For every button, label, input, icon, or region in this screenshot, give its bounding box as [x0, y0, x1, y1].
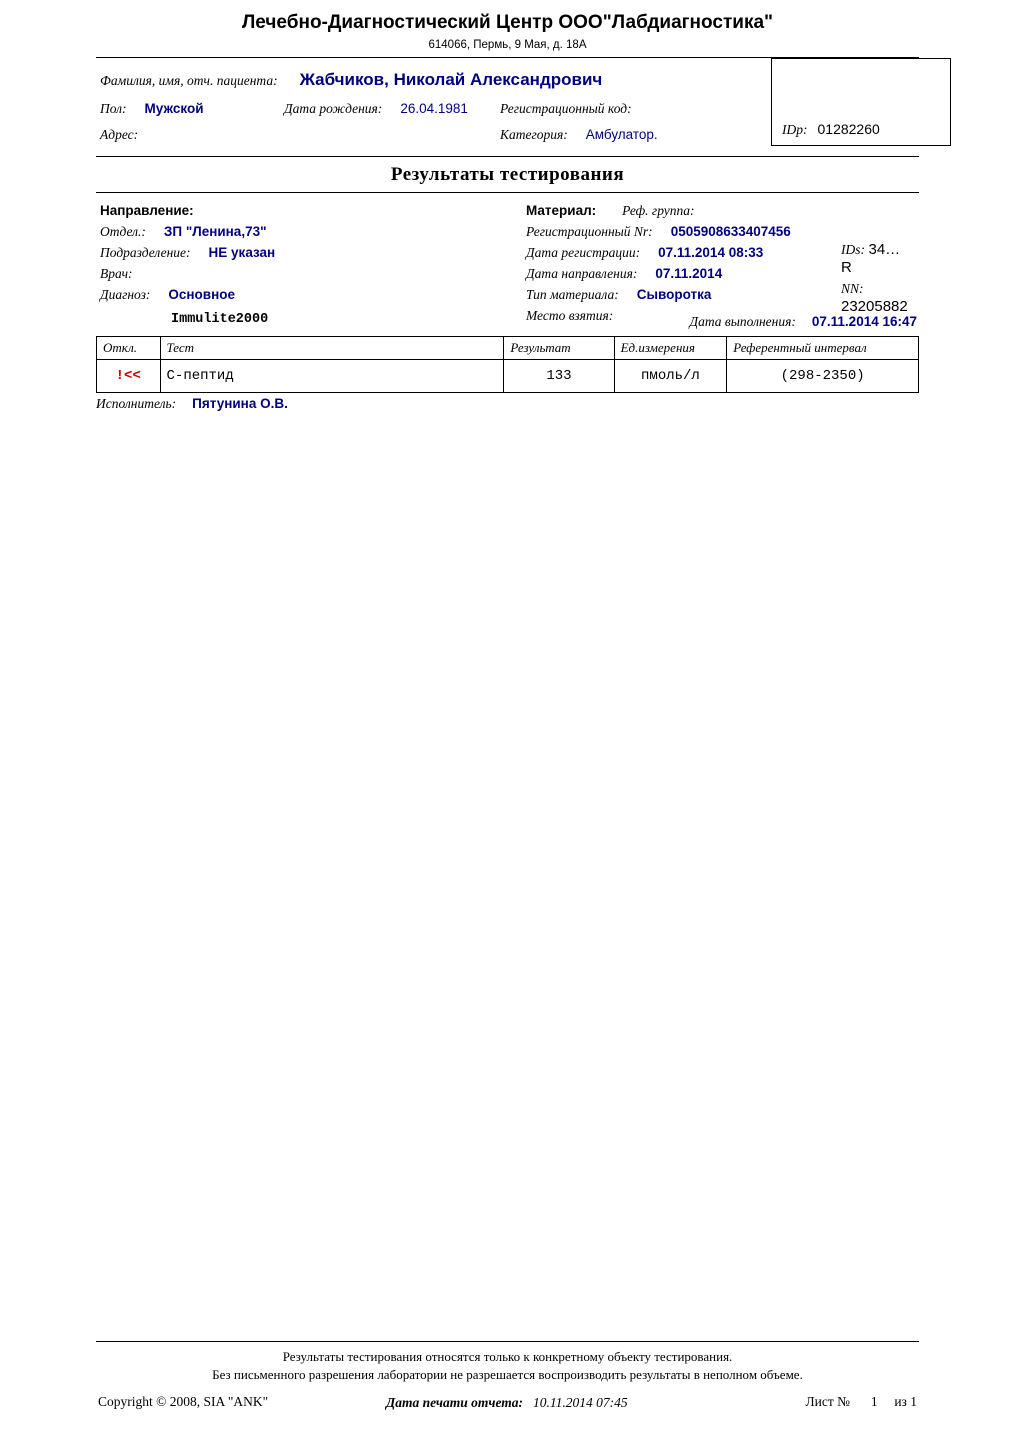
material-column: [526, 199, 791, 325]
exec-date-value: 07.11.2014 16:47: [811, 314, 917, 329]
print-date-value: 10.11.2014 07:45: [533, 1395, 628, 1410]
exec-date-row: [690, 313, 917, 331]
clinic-address: 614066, Пермь, 9 Мая, д. 18А: [428, 39, 587, 51]
idp-box: [771, 58, 951, 146]
patient-sex-row: [100, 100, 204, 118]
diagnosis-label: Диагноз:: [100, 287, 151, 302]
patient-block: [96, 58, 919, 156]
patient-address-label: Адрес:: [100, 127, 139, 142]
ids-suffix: R: [841, 259, 852, 276]
reg-date-label: Дата регистрации:: [526, 245, 641, 260]
column-header-result: Результат: [504, 337, 614, 360]
patient-birth-row: [284, 100, 468, 118]
footer-bottom: [96, 1394, 919, 1414]
result-value: 133: [504, 360, 614, 393]
patient-category-value: Амбулатор.: [585, 127, 658, 142]
diagnosis-value: Основное: [168, 287, 236, 302]
result-reference-interval: (298-2350): [780, 368, 865, 384]
department-value: ЗП "Ленина,73": [163, 224, 267, 239]
result-unit: пмоль/л: [614, 360, 727, 393]
executor-row: [96, 395, 919, 413]
page-number-row: [806, 1394, 917, 1410]
analyzer-row: [96, 312, 919, 334]
reg-number-value: 0505908633407456: [670, 224, 791, 239]
department-label: Отдел.:: [100, 224, 146, 239]
results-table: [96, 336, 919, 393]
analyzer-name: Immulite2000: [171, 312, 269, 327]
referral-date-label: Дата направления:: [526, 266, 638, 281]
referral-date-value: 07.11.2014: [655, 266, 723, 281]
column-header-unit: Ед.измерения: [614, 337, 727, 360]
ids-row: [841, 241, 919, 277]
footer-note-line1: Результаты тестирования относятся только к конкретному объекту тестирования.: [282, 1349, 733, 1364]
table-row: [97, 360, 919, 393]
referral-column: [100, 199, 275, 304]
patient-birth-value: 26.04.1981: [400, 101, 468, 116]
footer-note-line2: Без письменного разрешения лаборатории не разрешается воспроизводить результаты в неполном объеме.: [212, 1367, 803, 1382]
patient-name-row: [100, 70, 602, 90]
subdivision-value: НЕ указан: [208, 245, 276, 260]
referral-heading: Направление:: [100, 203, 194, 218]
column-header-reference: Референтный интервал: [727, 337, 919, 360]
nn-row: [841, 281, 919, 316]
material-heading: Материал:: [526, 203, 597, 218]
ref-group-label: Реф. группа:: [622, 203, 695, 218]
idp-row: [782, 121, 880, 139]
ids-value: 34…: [868, 241, 901, 258]
ids-column: [841, 241, 919, 316]
patient-category-label: Категория:: [500, 127, 568, 142]
ids-label: IDs:: [841, 242, 865, 257]
column-header-otkl: Откл.: [97, 337, 161, 360]
page-title: Результаты тестирования: [390, 164, 625, 185]
page-footer: [0, 1341, 1015, 1414]
nn-value: 23205882: [841, 298, 908, 315]
patient-regcode-label: Регистрационный код:: [500, 101, 632, 116]
column-header-test: Тест: [160, 337, 504, 360]
collection-place-label: Место взятия:: [526, 308, 614, 323]
nn-label: NN:: [841, 281, 864, 296]
idp-value: 01282260: [817, 121, 880, 137]
material-type-label: Тип материала:: [526, 287, 619, 302]
idp-label: IDp:: [782, 122, 808, 137]
executor-value: Пятунина О.В.: [192, 396, 288, 411]
print-date-label: Дата печати отчета:: [386, 1395, 524, 1410]
exec-date-label: Дата выполнения:: [689, 314, 796, 329]
patient-sex-value: Мужской: [144, 101, 204, 116]
patient-name-label: Фамилия, имя, отч. пациента:: [100, 73, 278, 88]
patient-regcode-row: [500, 100, 646, 118]
print-date-row: [386, 1394, 628, 1412]
subdivision-label: Подразделение:: [100, 245, 191, 260]
page-number-label: Лист №: [805, 1394, 851, 1409]
executor-label: Исполнитель:: [96, 396, 177, 411]
footer-divider: [96, 1341, 919, 1342]
page-number-value: 1: [870, 1394, 878, 1409]
patient-name-value: Жабчиков, Николай Александрович: [299, 70, 603, 89]
result-test-name: С-пептид: [160, 360, 504, 393]
patient-address-row: [100, 126, 152, 144]
patient-birth-label: Дата рождения:: [284, 101, 383, 116]
table-header-row: [97, 337, 919, 360]
patient-category-row: [500, 126, 658, 144]
page-number-total: из 1: [894, 1394, 917, 1409]
copyright-text: Copyright © 2008, SIA "ANK": [98, 1394, 269, 1409]
material-type-value: Сыворотка: [636, 287, 712, 302]
abnormal-flag: !<<: [115, 368, 141, 384]
patient-sex-label: Пол:: [100, 101, 127, 116]
doctor-label: Врач:: [100, 266, 133, 281]
reg-date-value: 07.11.2014 08:33: [658, 245, 764, 260]
reg-number-label: Регистрационный Nr:: [526, 224, 653, 239]
clinic-title: Лечебно-Диагностический Центр ООО"Лабдиагностика": [241, 12, 774, 33]
result-flag-cell: [97, 360, 161, 393]
